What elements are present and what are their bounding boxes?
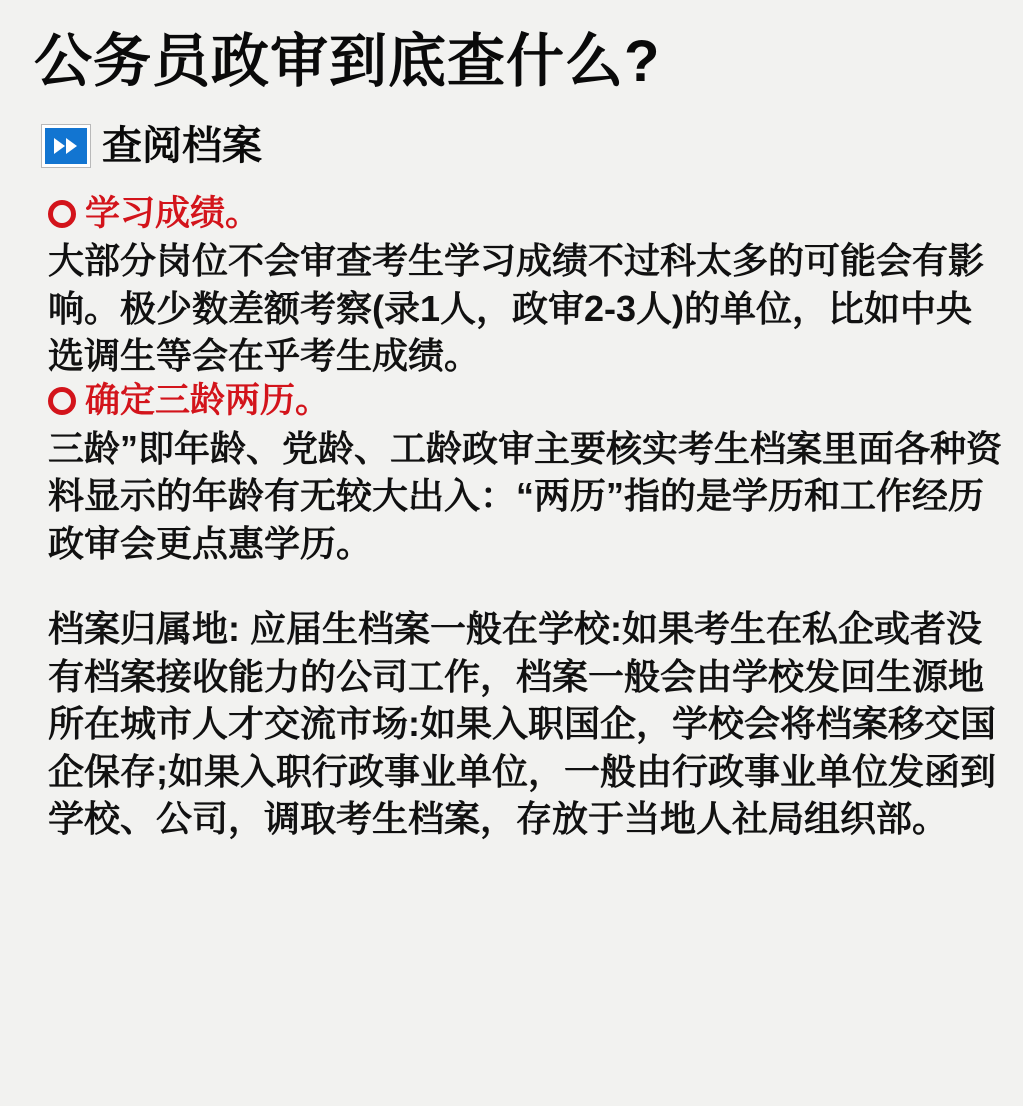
red-ring-bullet-icon [48, 200, 76, 228]
section-heading-label: 查阅档案 [102, 123, 262, 168]
list-item-heading-1 [48, 195, 1007, 234]
footer-paragraph: 档案归属地: 应届生档案一般在学校:如果考生在私企或者没有档案接收能力的公司工作，档案一般会由学校发回生源地所在城市人才交流市场:如果入职国企，学校会将档案移交国企保存;如果入职行政事业单位，一般由行政事业单位发函到学校、公司，调取考生档案，存放于当地人社局组织部。 [48, 608, 996, 840]
page-title: 公务员政审到底查什么? [34, 29, 661, 94]
list-item-heading-2 [48, 382, 1007, 421]
list-item-heading-label: 确定三龄两历。 [85, 381, 331, 420]
spacer [34, 569, 1007, 605]
section-heading [42, 125, 1007, 167]
fast-forward-icon [42, 125, 90, 167]
list-item-body-1: 大部分岗位不会审查考生学习成绩不过科太多的可能会有影响。极少数差额考察(录1人，政审2-3人)的单位，比如中央选调生等会在乎考生成绩。 [48, 240, 985, 377]
list-item-body-2: 三龄”即年龄、党龄、工龄政审主要核实考生档案里面各种资料显示的年龄有无较大出入：“两历”指的是学历和工作经历政审会更点惠学历。 [48, 427, 1003, 564]
red-ring-bullet-icon [48, 387, 76, 415]
list-item-heading-label: 学习成绩。 [85, 193, 261, 233]
